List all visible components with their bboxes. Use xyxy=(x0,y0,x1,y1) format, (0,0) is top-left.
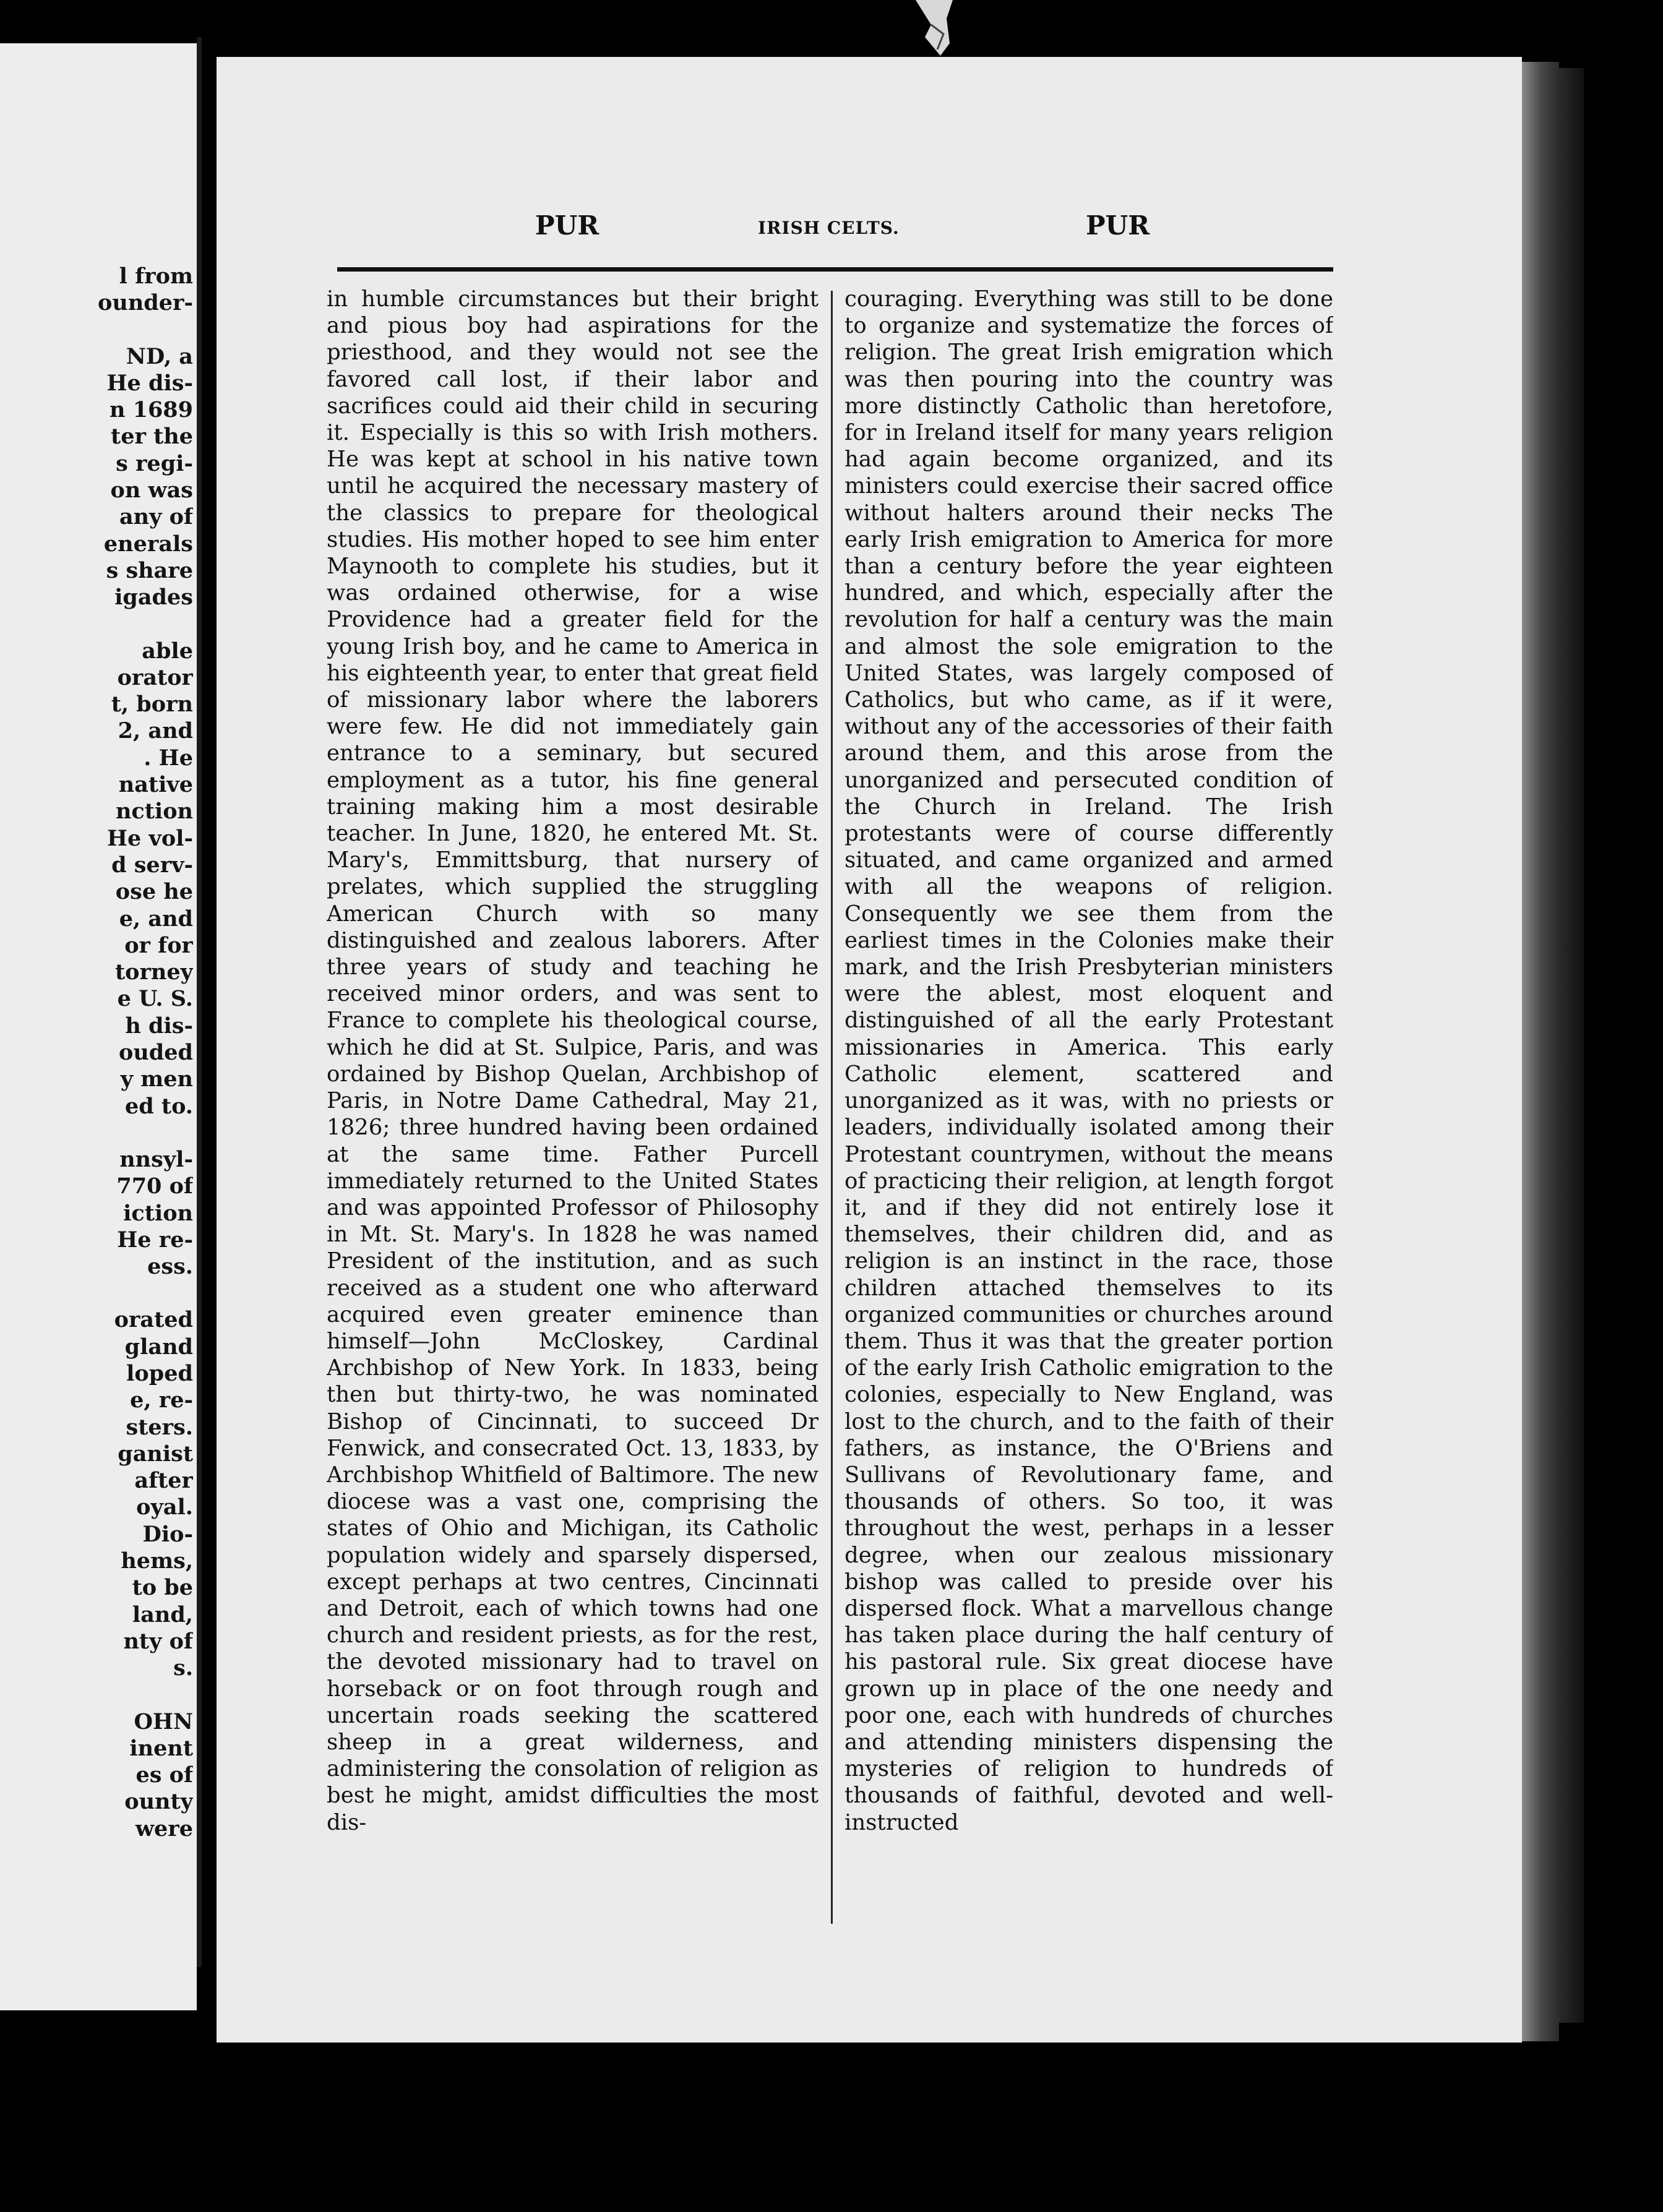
adjacent-page-line: any of xyxy=(119,504,193,530)
adjacent-page-line: to be xyxy=(132,1575,193,1601)
adjacent-page-line: land, xyxy=(132,1601,193,1627)
adjacent-page-line: after xyxy=(134,1468,193,1494)
adjacent-page-line: or for xyxy=(124,932,193,958)
header-left-guide-word: PUR xyxy=(535,210,599,241)
adjacent-page-line: t, born xyxy=(111,692,193,718)
adjacent-page-line: e, re- xyxy=(130,1387,193,1413)
adjacent-page-line xyxy=(0,611,193,638)
adjacent-page-line: He dis- xyxy=(106,370,193,396)
adjacent-page-line: OHN xyxy=(134,1708,193,1734)
adjacent-page-text xyxy=(0,263,193,1970)
adjacent-page-line xyxy=(0,1120,193,1146)
adjacent-page-line: ounder- xyxy=(98,290,193,316)
adjacent-page-line: ose he xyxy=(115,879,193,905)
adjacent-page-line: ND, a xyxy=(126,343,193,369)
adjacent-page-line: Dio- xyxy=(142,1521,193,1547)
adjacent-page-line: loped xyxy=(126,1360,193,1386)
adjacent-page-line: native xyxy=(118,772,193,798)
adjacent-page-line: oyal. xyxy=(136,1494,193,1520)
adjacent-page-line: hems, xyxy=(121,1548,193,1574)
adjacent-page-line: orator xyxy=(117,664,193,690)
header-right-guide-word: PUR xyxy=(1086,210,1150,241)
adjacent-page-line: ess. xyxy=(147,1254,193,1280)
adjacent-page-line: able xyxy=(142,638,193,664)
adjacent-page-line: iction xyxy=(123,1200,193,1226)
adjacent-page-line: n 1689 xyxy=(109,397,193,423)
adjacent-page-line: s regi- xyxy=(116,450,193,476)
adjacent-page-line: ter the xyxy=(111,424,193,450)
adjacent-page-line: es of xyxy=(135,1762,193,1788)
adjacent-page-line: He vol- xyxy=(106,825,193,851)
adjacent-page-line: inent xyxy=(129,1735,193,1761)
adjacent-page-line: 2, and xyxy=(118,718,193,744)
adjacent-page-line: sters. xyxy=(126,1414,193,1440)
text-column-left: in humble circumstances but their bright and pious boy had aspirations for the priesthood, and they would not see the favored call lost, if their labor and sacrifices could aid their child in securing it. Especially is this so with Irish mothers. He was kept at school in his native town until he acquired the necessary mastery of the classics to prepare for theological studies. His mother hoped to see him enter Maynooth to complete his studies, but it was ordained otherwise, for a wise Providence had a greater field for the young Irish boy, and he came to America in his eighteenth year, to enter that great field of missionary labor where the laborers were few. He did not immediately gain entrance to a seminary, but secured employment as a tutor, his fine general training making him a most desirable teacher. In June, 1820, he entered Mt. St. Mary's, Emmittsburg, that nursery of prelates, which supplied the struggling American Church with so many distinguished and zealous laborers. After three years of study and teaching he received minor orders, and was sent to France to complete his theological course, which he did at St. Sulpice, Paris, and was ordained by Bishop Quelan, Archbishop of Paris, in Notre Dame Cathedral, May 21, 1826; three hundred having been ordained at the same time. Father Purcell immediately returned to the United States and was appointed Professor of Philosophy in Mt. St. Mary's. In 1828 he was named President of the institution, and as such received as a student one who afterward acquired even greater eminence than himself—John McCloskey, Cardinal Archbishop of New York. In 1833, being then but thirty-two, he was nominated Bishop of Cincinnati, to succeed Dr Fenwick, and consecrated Oct. 13, 1833, by Archbishop Whitfield of Baltimore. The new diocese was a vast one, comprising the states of Ohio and Michigan, its Catholic population widely and sparsely dispersed, except perhaps at two centres, Cincinnati and Detroit, each of which towns had one church and resident priests, as for the rest, the devoted missionary had to travel on horseback or on foot through rough and uncertain roads seeking the scattered sheep in a great wilderness, and administering the consolation of religion as best he might, amidst difficulties the most dis- xyxy=(327,286,819,1835)
adjacent-page-line: enerals xyxy=(103,531,193,557)
adjacent-page-line: were xyxy=(135,1815,193,1841)
adjacent-page-line: . He xyxy=(144,745,193,771)
header-rule xyxy=(337,267,1333,272)
adjacent-page-line: h dis- xyxy=(125,1013,193,1039)
adjacent-page-line: nty of xyxy=(123,1628,193,1654)
running-header xyxy=(337,210,1333,247)
adjacent-page-line: torney xyxy=(114,959,193,985)
text-column-right: couraging. Everything was still to be done to organize and systematize the forces of religion. The great Irish emigration which was then pouring into the country was more distinctly Catholic than heretofore, for in Ireland itself for many years religion had again become organized, and its ministers could exercise their sacred office without halters around their necks The early Irish emigration to America for more than a century before the year eighteen hundred, and which, especially after the revolution for half a century was the main and almost the sole emigration to the United States, was largely composed of Catholics, but who came, as if it were, without any of the accessories of their faith around them, and this arose from the unorganized and persecuted condition of the Church in Ireland. The Irish protestants were of course differently situated, and came organized and armed with all the weapons of religion. Consequently we see them from the earliest times in the Colonies make their mark, and the Irish Presbyterian ministers were the ablest, most eloquent and distinguished of all the early Protestant missionaries in America. This early Catholic element, scattered and unorganized as it was, with no priests or leaders, individually isolated among their Protestant countrymen, without the means of practicing their religion, at length forgot it, and if they did not entirely lose it themselves, their children did, and as religion is an instinct in the race, those children attached themselves to its organized communities or churches around them. Thus it was that the greater portion of the early Irish Catholic emigration to the colonies, especially to New England, was lost to the church, and to the faith of their fathers, as instance, the O'Briens and Sullivans of Revolutionary fame, and thousands of others. So too, it was throughout the west, perhaps in a lesser degree, when our zealous missionary bishop was called to preside over his dispersed flock. What a marvellous change has taken place during the half century of his pastoral rule. Six great diocese have grown up in place of the one needy and poor one, each with hundreds of churches and attending ministers dispensing the mysteries of religion to hundreds of thousands of faithful, devoted and well-instructed xyxy=(844,286,1333,1835)
adjacent-page-line xyxy=(0,1280,193,1306)
adjacent-page-line xyxy=(0,1682,193,1708)
adjacent-page-line: l from xyxy=(119,264,193,289)
adjacent-page-line: e U. S. xyxy=(117,986,193,1012)
adjacent-page-line: gland xyxy=(124,1334,193,1360)
page-edge-shadow xyxy=(1522,62,1559,2041)
adjacent-page-line: s. xyxy=(173,1655,193,1681)
adjacent-page-line: s share xyxy=(106,557,193,583)
page-edge-dark xyxy=(1559,68,1584,2023)
adjacent-page-line: e, and xyxy=(119,906,193,932)
adjacent-page-line: ounty xyxy=(124,1789,193,1815)
column-divider xyxy=(831,291,833,1924)
adjacent-page-line: y men xyxy=(120,1066,193,1092)
adjacent-page-line: ed to. xyxy=(124,1093,193,1119)
adjacent-page-line: d serv- xyxy=(111,852,193,878)
adjacent-page-line xyxy=(0,317,193,343)
adjacent-page-line: ganist xyxy=(118,1441,193,1467)
paper-damage-mark xyxy=(913,0,956,68)
adjacent-page-line: ouded xyxy=(118,1040,193,1066)
adjacent-page-line: nction xyxy=(115,799,193,825)
header-title: IRISH CELTS. xyxy=(758,218,900,238)
gutter-shadow xyxy=(197,37,202,1967)
adjacent-page-line: He re- xyxy=(117,1227,193,1253)
adjacent-page-line: orated xyxy=(114,1307,193,1333)
adjacent-page-line: on was xyxy=(110,478,193,504)
adjacent-page-line: igades xyxy=(114,585,193,611)
adjacent-page-line: 770 of xyxy=(116,1173,193,1199)
adjacent-page-line: nnsyl- xyxy=(119,1146,193,1172)
